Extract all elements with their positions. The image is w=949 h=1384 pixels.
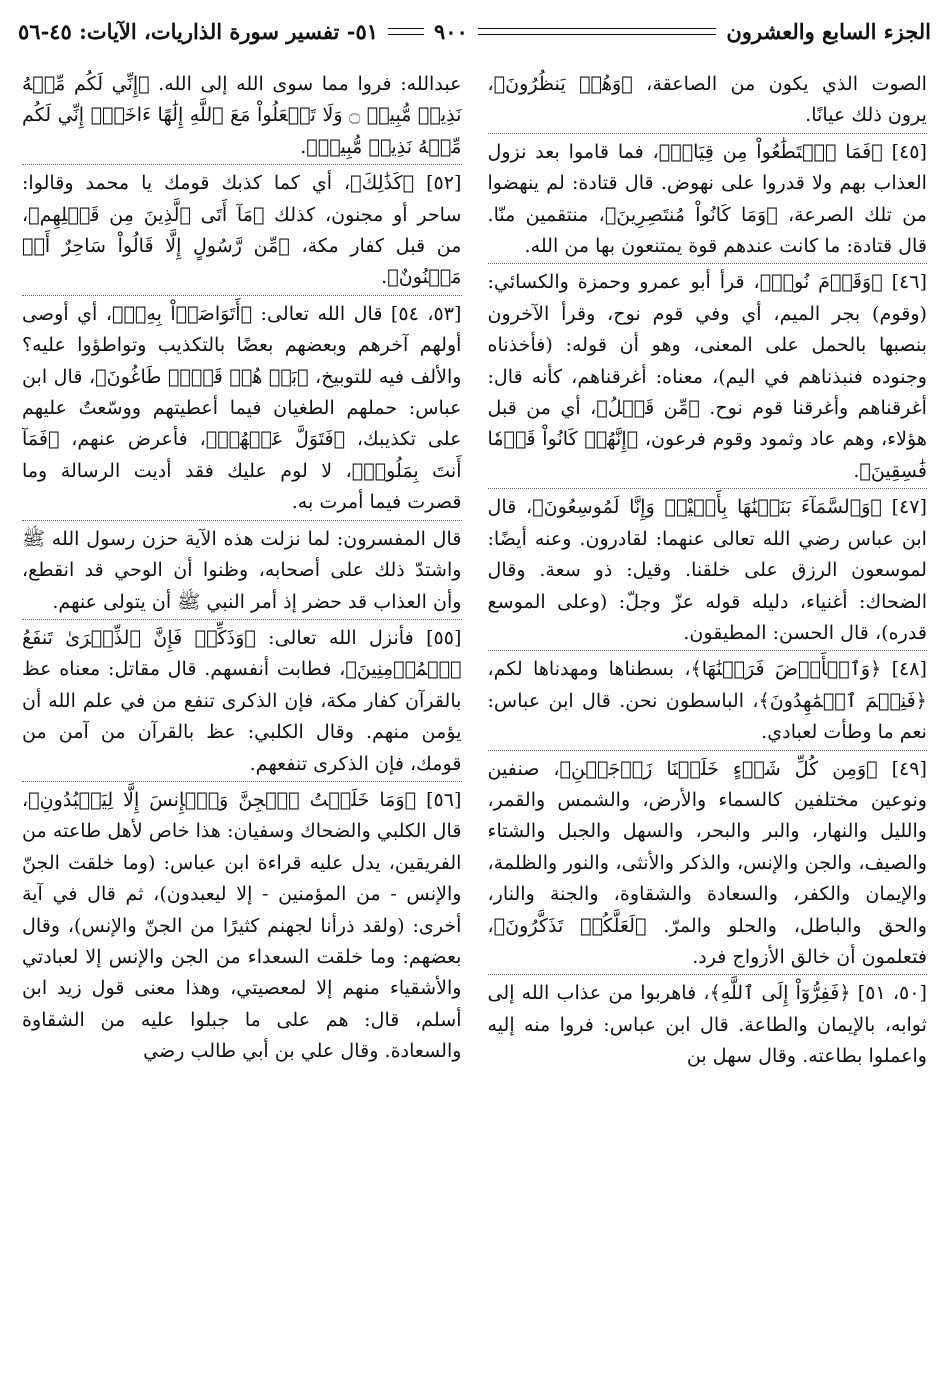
- header-rule-short: [388, 28, 424, 35]
- paragraph: قال المفسرون: لما نزلت هذه الآية حزن رسول الله ﷺ واشتدّ ذلك على أصحابه، وظنوا أن الوحي قد انقطع، وأن العذاب قد حضر إذ أمر النبي ﷺ أن يتولى عنهم.: [22, 523, 462, 620]
- paragraph: [٥٦] ﴿وَمَا خَلَقۡتُ ٱلۡجِنَّ وَٱلۡإِنسَ إِلَّا لِيَعۡبُدُونِ﴾، قال الكلبي والضحاك وسفيان: هذا خاص لأهل طاعته من الفريقين، يدل عليه قراءة ابن عباس: (وما خلقت الجنّ والإنس - من المؤمنين - إلا ليعبدون)، ثم قال في آية أخرى: (ولقد ذرأنا لجهنم كثيرًا من الجنّ والإنس)، وقال بعضهم: وما خلقت السعداء من الجن والإنس إلا لعبادتي والأشقياء منهم إلا لمعصيتي، وهذا معنى قول زيد ابن أسلم، قال: هم على ما جبلوا عليه من الشقاوة والسعادة. وقال علي بن أبي طالب رضي: [22, 787, 462, 1063]
- text-columns: [22, 68, 927, 1368]
- paragraph: [٤٧] ﴿وَٱلسَّمَآءَ بَنَيۡنَٰهَا بِأَيۡيْدٖ وَإِنَّا لَمُوسِعُونَ﴾، قال ابن عباس رضي الله تعالى عنهما: لقادرون. وعنه أيضًا: لموسعون الرزق على خلقنا. وقيل: ذو سعة. وقال الضحاك: أغنياء، دليله قوله عزّ وجلّ: (وعلى الموسع قدره)، قال الحسن: المطيقون.: [488, 491, 928, 651]
- paragraph: [٤٥] ﴿فَمَا ٱسۡتَطَٰعُواْ مِن قِيَامٖ﴾، فما قاموا بعد نزول العذاب بهم ولا قدروا على نهوض. قال قتادة: لم ينهضوا من تلك الصرعة، ﴿وَمَا كَانُواْ مُنتَصِرِينَ﴾، منتقمين منّا. قال قتادة: ما كانت عندهم قوة يمتنعون بها من الله.: [488, 136, 928, 265]
- paragraph: الصوت الذي يكون من الصاعقة، ﴿وَهُمۡ يَنظُرُونَ﴾، يرون ذلك عيانًا.: [488, 68, 928, 134]
- page-header: [18, 14, 931, 48]
- paragraph: [٤٩] ﴿وَمِن كُلِّ شَيۡءٍ خَلَقۡنَا زَوۡجَيۡنِ﴾، صنفين ونوعين مختلفين كالسماء والأرض، والشمس والقمر، والليل والنهار، والبر والبحر، والسهل والجبل والشتاء والصيف، والجن والإنس، والذكر والأنثى، والنور والظلمة، والإيمان والكفر، والسعادة والشقاوة، والجنة والنار، والحق والباطل، والحلو والمرّ. ﴿لَعَلَّكُمۡ تَذَكَّرُونَ﴾، فتعلمون أن خالق الأزواج فرد.: [488, 753, 928, 976]
- paragraph: [٥٠، ٥١] ﴿فَفِرُّوٓاْ إِلَى ٱللَّهِ﴾، فاهربوا من عذاب الله إلى ثوابه، بالإيمان والطاعة. قال ابن عباس: فروا منه إليه واعملوا بطاعته. وقال سهل بن: [487, 981, 927, 1068]
- paragraph: [٥٥] فأنزل الله تعالى: ﴿وَذَكِّرۡ فَإِنَّ ٱلذِّكۡرَىٰ تَنفَعُ ٱلۡمُؤۡمِنِينَ﴾، فطابت أنفسهم. قال مقاتل: معناه عظ بالقرآن كفار مكة، فإن الذكرى تنفع من في علم الله أن يؤمن منهم. وقال الكلبي: عظ بالقرآن من آمن من قومك، فإن الذكرى تنفعهم.: [22, 622, 462, 782]
- paragraph: [٥٣، ٥٤] قال الله تعالى: ﴿أَتَوَاصَوۡاْ بِهِۦۚ﴾، أي أوصى أولهم آخرهم وبعضهم بعضًا بالتكذيب وتواطؤوا عليه؟ والألف فيه للتوبيخ، ﴿بَلۡ هُمۡ قَوۡمٞ طَاغُونَ﴾، قال ابن عباس: حملهم الطغيان فيما أعطيتهم ووسّعتُ عليهم على تكذيبك، ﴿فَتَوَلَّ عَنۡهُمۡ﴾، فأعرض عنهم، ﴿فَمَآ أَنتَ بِمَلُومٖ﴾، لا لوم عليك فقد أديت الرسالة وما قصرت فيما أمرت به.: [22, 298, 462, 521]
- paragraph: عبدالله: فروا مما سوى الله إلى الله. ﴿إِنِّي لَكُم مِّنۡهُ نَذِيرٞ مُّبِينٞ ۝ وَلَا تَجۡعَلُواْ مَعَ ٱللَّهِ إِلَٰهًا ءَاخَرَۖ إِنِّي لَكُم مِّنۡهُ نَذِيرٞ مُّبِينٞ﴾.: [22, 68, 462, 165]
- surah-title: ٥١- تفسير سورة الذاريات، الآيات: ٤٥-٥٦: [18, 18, 378, 44]
- right-column: [488, 68, 928, 1368]
- header-rule: [478, 28, 717, 35]
- left-column: [22, 68, 462, 1368]
- page-number: ٩٠٠: [434, 18, 468, 44]
- paragraph: [٤٦] ﴿وَقَوۡمَ نُوحٖ﴾، قرأ أبو عمرو وحمزة والكسائي: (وقوم) بجر الميم، أي وفي قوم نوح، وقرأ الآخرون بنصبها بالحمل على المعنى، وهو أن قوله: (فأخذناه وجنوده فنبذناهم في اليم)، معناه: أغرقناهم، كأنه قال: أغرقناهم وأغرقنا قوم نوح. ﴿مِّن قَبۡلُ﴾، أي من قبل هؤلاء، وهم عاد وثمود وقوم فرعون، ﴿إِنَّهُمۡ كَانُواْ قَوۡمٗا فَٰسِقِينَ﴾.: [488, 266, 928, 489]
- part-title: الجزء السابع والعشرون: [726, 18, 931, 44]
- paragraph: [٥٢] ﴿كَذَٰلِكَ﴾، أي كما كذبك قومك يا محمد وقالوا: ساحر أو مجنون، كذلك ﴿مَآ أَتَى ٱلَّذِينَ مِن قَبۡلِهِم﴾، من قبل كفار مكة، ﴿مِّن رَّسُولٍ إِلَّا قَالُواْ سَاحِرٌ أَوۡ مَجۡنُونٌ﴾.: [22, 167, 462, 296]
- paragraph: [٤٨] ﴿وَٱلۡأَرۡضَ فَرَشۡنَٰهَا﴾، بسطناها ومهدناها لكم، ﴿فَنِعۡمَ ٱلۡمَٰهِدُونَ﴾، الباسطون نحن. قال ابن عباس: نعم ما وطأت لعبادي.: [488, 653, 928, 750]
